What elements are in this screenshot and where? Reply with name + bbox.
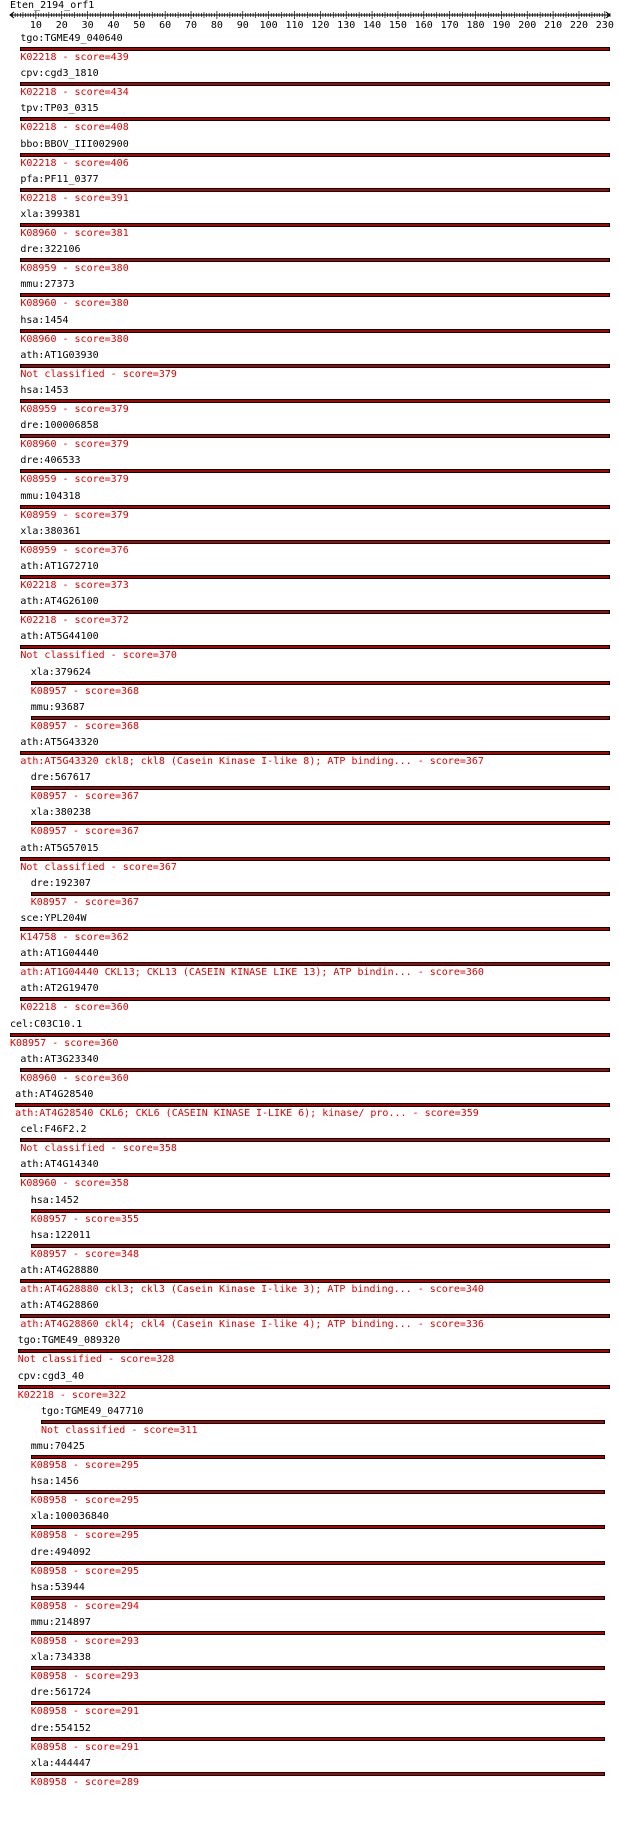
hit-gene-label[interactable]: xla:734338 <box>30 1652 91 1664</box>
hit-score-label[interactable]: K08957 - score=367 <box>30 896 140 908</box>
hit-score-label[interactable]: K02218 - score=406 <box>20 157 129 169</box>
hit-score-label[interactable]: K08957 - score=368 <box>30 720 140 732</box>
ruler-label: 150 <box>388 20 407 31</box>
hit-gene-label[interactable]: ath:AT4G28860 <box>20 1300 99 1312</box>
hit-alignment-bar[interactable] <box>20 1279 610 1283</box>
ruler-label: 20 <box>55 20 68 31</box>
hit-gene-label[interactable]: dre:554152 <box>30 1722 91 1734</box>
hit-gene-label[interactable]: cpv:cgd3_1810 <box>20 68 99 80</box>
hit-gene-label[interactable]: hsa:1454 <box>20 314 69 326</box>
hit-alignment-bar[interactable] <box>18 1349 610 1353</box>
hit-alignment-bar[interactable] <box>31 1244 610 1248</box>
hit-alignment-bar[interactable] <box>20 399 610 403</box>
hit-alignment-bar[interactable] <box>20 293 610 297</box>
hit-gene-label[interactable]: xla:100036840 <box>30 1511 109 1523</box>
hit-score-label[interactable]: K02218 - score=391 <box>20 192 129 204</box>
ruler-label: 230 <box>595 20 614 31</box>
hit-alignment-bar[interactable] <box>18 1385 610 1389</box>
hit-score-label[interactable]: K08957 - score=367 <box>30 791 140 803</box>
hit-alignment-bar[interactable] <box>20 962 610 966</box>
hit-alignment-bar[interactable] <box>15 1103 610 1107</box>
hit-gene-label[interactable]: ath:AT5G57015 <box>20 842 99 854</box>
hit-score-label[interactable]: K02218 - score=439 <box>20 52 129 63</box>
hit-gene-label[interactable]: cel:C03C10.1 <box>10 1018 83 1030</box>
hit-gene-label[interactable]: cel:F46F2.2 <box>20 1124 87 1136</box>
ruler-label: 170 <box>440 20 459 31</box>
hit-score-label[interactable]: K08958 - score=295 <box>30 1460 140 1471</box>
hit-score-label[interactable]: K08958 - score=295 <box>30 1530 140 1542</box>
hit-gene-label[interactable]: mmu:27373 <box>20 279 75 291</box>
hit-gene-label[interactable]: hsa:1456 <box>30 1476 79 1488</box>
hit-alignment-bar[interactable] <box>20 258 610 262</box>
hit-gene-label[interactable]: hsa:122011 <box>30 1229 91 1241</box>
hit-score-label[interactable]: K08958 - score=291 <box>30 1741 140 1753</box>
hit-alignment-bar[interactable] <box>41 1420 605 1424</box>
hit-gene-label[interactable]: ath:AT1G03930 <box>20 349 99 361</box>
hit-score-label[interactable]: K08959 - score=379 <box>20 474 129 486</box>
hit-gene-label[interactable]: hsa:1452 <box>30 1194 79 1206</box>
hit-score-label[interactable]: K08959 - score=380 <box>20 263 129 275</box>
hit-score-label[interactable]: K02218 - score=322 <box>17 1389 127 1401</box>
hit-score-label[interactable]: K02218 - score=372 <box>20 615 129 627</box>
hit-alignment-bar[interactable] <box>31 821 610 825</box>
ruler-label: 200 <box>518 20 537 31</box>
ruler-label: 60 <box>159 20 172 31</box>
hit-score-label[interactable]: K08958 - score=293 <box>30 1671 140 1683</box>
hit-alignment-bar[interactable] <box>31 1209 610 1213</box>
ruler-label: 40 <box>107 20 120 31</box>
hit-score-label[interactable]: K08959 - score=376 <box>20 544 129 556</box>
hit-score-label[interactable]: K02218 - score=360 <box>20 1002 129 1014</box>
hit-alignment-bar[interactable] <box>31 1631 605 1635</box>
hit-score-label[interactable]: K08958 - score=295 <box>30 1565 140 1577</box>
hit-score-label[interactable]: ath:AT4G28540 CKL6; CKL6 (CASEIN KINASE I-LIKE 6); kinase/ pro... - score=359 <box>15 1108 479 1119</box>
hit-gene-label[interactable]: ath:AT4G28880 <box>20 1265 99 1276</box>
hit-score-label[interactable]: K02218 - score=408 <box>20 122 129 134</box>
hit-alignment-bar[interactable] <box>31 1596 605 1600</box>
query-title: Eten_2194_orf1 <box>10 0 95 11</box>
hit-alignment-bar[interactable] <box>31 1772 605 1776</box>
hit-alignment-bar[interactable] <box>31 1525 605 1529</box>
ruler-label: 50 <box>133 20 146 31</box>
hit-score-label[interactable]: K08960 - score=380 <box>20 298 129 310</box>
ruler-label: 120 <box>311 20 330 31</box>
hit-score-label[interactable]: ath:AT4G28880 ckl3; ckl3 (Casein Kinase I-like 3); ATP binding... - score=340 <box>20 1284 484 1295</box>
hit-alignment-bar[interactable] <box>20 927 610 931</box>
hit-score-label[interactable]: K08958 - score=289 <box>30 1776 140 1788</box>
hit-alignment-bar[interactable] <box>20 997 610 1001</box>
hit-gene-label[interactable]: hsa:53944 <box>30 1581 85 1593</box>
hit-gene-label[interactable]: tpv:TP03_0315 <box>20 103 99 115</box>
hit-gene-label[interactable]: xla:380238 <box>30 807 91 819</box>
hit-gene-label[interactable]: xla:444447 <box>30 1757 91 1769</box>
hit-gene-label[interactable]: mmu:93687 <box>30 701 85 713</box>
hit-alignment-bar[interactable] <box>20 575 610 579</box>
hit-alignment-bar[interactable] <box>20 469 610 473</box>
hit-gene-label[interactable]: bbo:BBOV_III002900 <box>20 138 129 150</box>
hit-gene-label[interactable]: sce:YPL204W <box>20 913 87 924</box>
ruler-label: 130 <box>337 20 356 31</box>
hit-alignment-bar[interactable] <box>31 1455 605 1459</box>
hit-gene-label[interactable]: dre:192307 <box>30 877 91 889</box>
hit-alignment-bar[interactable] <box>20 1138 610 1142</box>
hit-gene-label[interactable]: mmu:104318 <box>20 490 81 502</box>
hit-gene-label[interactable]: ath:AT1G72710 <box>20 561 99 572</box>
hit-gene-label[interactable]: cpv:cgd3_40 <box>17 1370 84 1382</box>
hit-score-label[interactable]: K08957 - score=367 <box>30 826 140 838</box>
hit-score-label[interactable]: K08960 - score=381 <box>20 228 129 239</box>
hit-gene-label[interactable]: xla:399381 <box>20 209 81 220</box>
hit-alignment-bar[interactable] <box>31 786 610 790</box>
hit-gene-label[interactable]: dre:567617 <box>30 772 91 784</box>
hit-alignment-bar[interactable] <box>20 751 610 755</box>
hit-gene-label[interactable]: tgo:TGME49_047710 <box>41 1405 144 1417</box>
hit-score-label[interactable]: K02218 - score=373 <box>20 580 129 591</box>
hit-score-label[interactable]: K02218 - score=434 <box>20 87 129 99</box>
hit-alignment-bar[interactable] <box>20 505 610 509</box>
hit-alignment-bar[interactable] <box>20 188 610 192</box>
ruler-label: 140 <box>363 20 382 31</box>
hit-score-label[interactable]: K08957 - score=360 <box>10 1037 119 1049</box>
hit-alignment-bar[interactable] <box>20 1173 610 1177</box>
hit-gene-label[interactable]: mmu:214897 <box>30 1617 91 1628</box>
hit-alignment-bar[interactable] <box>31 716 610 720</box>
hit-gene-label[interactable]: xla:379624 <box>30 666 91 678</box>
hit-alignment-bar[interactable] <box>20 117 610 121</box>
hit-gene-label[interactable]: ath:AT4G14340 <box>20 1159 99 1171</box>
hit-gene-label[interactable]: ath:AT5G43320 <box>20 737 99 748</box>
hit-gene-label[interactable]: dre:494092 <box>30 1546 91 1558</box>
hit-score-label[interactable]: K14758 - score=362 <box>20 932 129 943</box>
hit-alignment-bar[interactable] <box>31 1666 605 1670</box>
hit-alignment-bar[interactable] <box>31 892 610 896</box>
hit-score-label[interactable]: Not classified - score=328 <box>17 1354 175 1366</box>
ruler-label: 100 <box>259 20 278 31</box>
ruler-label: 90 <box>236 20 249 31</box>
hit-alignment-bar[interactable] <box>20 364 610 368</box>
hit-alignment-bar[interactable] <box>20 645 610 649</box>
hit-alignment-bar[interactable] <box>31 1737 605 1741</box>
hit-alignment-bar[interactable] <box>31 1701 605 1705</box>
ruler-label: 30 <box>81 20 94 31</box>
hit-score-label[interactable]: Not classified - score=379 <box>20 368 177 380</box>
hit-score-label[interactable]: K08959 - score=379 <box>20 404 129 415</box>
hit-score-label[interactable]: K08957 - score=348 <box>30 1248 140 1260</box>
hit-gene-label[interactable]: dre:561724 <box>30 1687 91 1699</box>
hit-score-label[interactable]: Not classified - score=370 <box>20 650 177 662</box>
hit-score-label[interactable]: ath:AT1G04440 CKL13; CKL13 (CASEIN KINASE LIKE 13); ATP bindin... - score=360 <box>20 967 484 979</box>
hit-gene-label[interactable]: dre:100006858 <box>20 420 99 432</box>
hit-score-label[interactable]: K08958 - score=293 <box>30 1636 140 1647</box>
hit-gene-label[interactable]: ath:AT1G04440 <box>20 948 99 960</box>
hit-gene-label[interactable]: mmu:70425 <box>30 1441 85 1452</box>
hit-alignment-bar[interactable] <box>31 1490 605 1494</box>
hit-score-label[interactable]: Not classified - score=358 <box>20 1143 177 1155</box>
ruler-label: 160 <box>414 20 433 31</box>
hit-alignment-bar[interactable] <box>20 610 610 614</box>
hit-gene-label[interactable]: ath:AT4G26100 <box>20 596 99 608</box>
ruler-label: 220 <box>569 20 588 31</box>
hit-score-label[interactable]: ath:AT5G43320 ckl8; ckl8 (Casein Kinase I-like 8); ATP binding... - score=367 <box>20 756 484 767</box>
hit-alignment-bar[interactable] <box>31 1561 605 1565</box>
hit-score-label[interactable]: K08957 - score=355 <box>30 1213 140 1225</box>
hit-alignment-bar[interactable] <box>20 82 610 86</box>
hit-score-label[interactable]: K08958 - score=295 <box>30 1495 140 1507</box>
hit-score-label[interactable]: K08960 - score=358 <box>20 1178 129 1190</box>
hit-alignment-bar[interactable] <box>20 434 610 438</box>
hit-alignment-bar[interactable] <box>10 1033 610 1037</box>
ruler-label: 180 <box>466 20 485 31</box>
hit-score-label[interactable]: Not classified - score=311 <box>41 1424 198 1436</box>
hit-alignment-bar[interactable] <box>20 329 610 333</box>
hit-score-label[interactable]: K08960 - score=380 <box>20 333 129 345</box>
hit-alignment-bar[interactable] <box>31 681 610 685</box>
hit-score-label[interactable]: Not classified - score=367 <box>20 861 177 873</box>
hit-gene-label[interactable]: ath:AT3G23340 <box>20 1053 99 1065</box>
hit-score-label[interactable]: K08958 - score=294 <box>30 1600 140 1612</box>
ruler-label: 10 <box>29 20 42 31</box>
hit-gene-label[interactable]: tgo:TGME49_040640 <box>20 33 123 44</box>
hit-gene-label[interactable]: hsa:1453 <box>20 385 69 396</box>
hit-score-label[interactable]: K08960 - score=360 <box>20 1072 129 1084</box>
ruler-label: 210 <box>544 20 563 31</box>
hit-gene-label[interactable]: ath:AT4G28540 <box>15 1089 94 1100</box>
hit-alignment-bar[interactable] <box>20 540 610 544</box>
hit-gene-label[interactable]: ath:AT2G19470 <box>20 983 99 995</box>
hit-alignment-bar[interactable] <box>20 47 610 51</box>
ruler-label: 70 <box>185 20 198 31</box>
hit-gene-label[interactable]: pfa:PF11_0377 <box>20 173 99 185</box>
hit-gene-label[interactable]: tgo:TGME49_089320 <box>17 1335 121 1347</box>
hit-gene-label[interactable]: dre:322106 <box>20 244 81 256</box>
hit-score-label[interactable]: ath:AT4G28860 ckl4; ckl4 (Casein Kinase I-like 4); ATP binding... - score=336 <box>20 1319 484 1331</box>
hit-gene-label[interactable]: xla:380361 <box>20 525 81 537</box>
hit-alignment-bar[interactable] <box>20 1314 610 1318</box>
hit-score-label[interactable]: K08959 - score=379 <box>20 509 129 521</box>
hit-alignment-bar[interactable] <box>20 857 610 861</box>
ruler-label: 80 <box>210 20 223 31</box>
hit-alignment-bar[interactable] <box>20 1068 610 1072</box>
hit-score-label[interactable]: K08960 - score=379 <box>20 439 129 451</box>
hit-score-label[interactable]: K08958 - score=291 <box>30 1706 140 1718</box>
hit-alignment-bar[interactable] <box>20 223 610 227</box>
hit-gene-label[interactable]: dre:406533 <box>20 455 81 467</box>
ruler-label: 110 <box>285 20 304 31</box>
hit-gene-label[interactable]: ath:AT5G44100 <box>20 631 99 643</box>
hit-alignment-bar[interactable] <box>20 153 610 157</box>
hit-score-label[interactable]: K08957 - score=368 <box>30 685 140 697</box>
ruler-label: 190 <box>492 20 511 31</box>
